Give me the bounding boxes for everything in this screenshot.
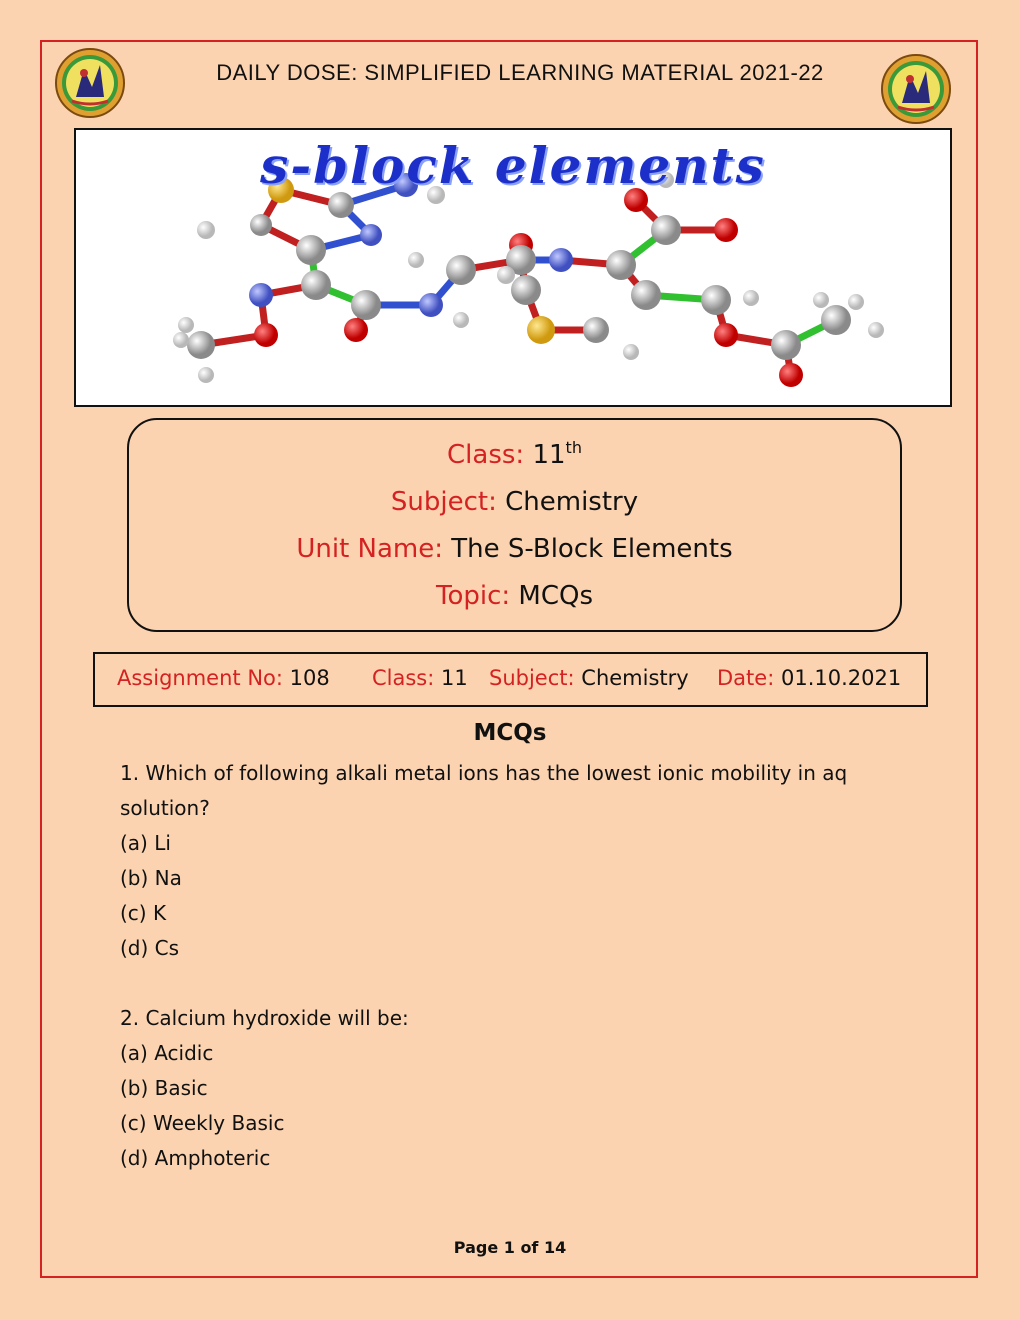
assignment-number-value: 108 <box>289 666 330 690</box>
question-text: 1. Which of following alkali metal ions has the lowest ionic mobility in aq <box>120 761 848 785</box>
option-c: (c) K <box>120 901 167 925</box>
banner-title: s-block elements <box>260 136 766 195</box>
class-line <box>129 440 900 470</box>
mcq-heading: MCQs <box>473 720 547 746</box>
option-d: (d) Cs <box>120 936 180 960</box>
unit-label: Unit Name: <box>296 534 444 564</box>
topic-value: MCQs <box>518 581 594 611</box>
option-b: (b) Basic <box>120 1076 208 1100</box>
assignment-class-label: Class: <box>372 666 435 690</box>
question-text: 2. Calcium hydroxide will be: <box>120 1006 409 1030</box>
question-1 <box>120 756 900 966</box>
header-title: DAILY DOSE: SIMPLIFIED LEARNING MATERIAL 2021-22 <box>216 60 824 85</box>
school-emblem-logo <box>54 47 126 119</box>
option-a: (a) Li <box>120 831 171 855</box>
assignment-subject-label: Subject: <box>489 666 575 690</box>
assignment-subject-value: Chemistry <box>581 666 689 690</box>
class-value: 11 <box>532 440 566 470</box>
unit-line <box>129 534 900 564</box>
assignment-class-value: 11 <box>441 666 468 690</box>
question-2 <box>120 1001 900 1176</box>
question-text-continued: solution? <box>120 796 210 820</box>
assignment-subject <box>489 666 689 690</box>
banner-image <box>74 128 952 407</box>
topic-line <box>129 581 900 611</box>
assignment-class <box>372 666 468 690</box>
class-info-box <box>127 418 902 632</box>
option-b: (b) Na <box>120 866 182 890</box>
subject-value: Chemistry <box>505 487 639 517</box>
subject-line <box>129 487 900 517</box>
assignment-date-label: Date: <box>717 666 775 690</box>
class-superscript: th <box>565 438 582 457</box>
option-c: (c) Weekly Basic <box>120 1111 285 1135</box>
option-d: (d) Amphoteric <box>120 1146 271 1170</box>
topic-label: Topic: <box>435 581 511 611</box>
assignment-box <box>93 652 928 707</box>
unit-value: The S-Block Elements <box>451 534 733 564</box>
subject-label: Subject: <box>390 487 497 517</box>
class-label: Class: <box>447 440 525 470</box>
assignment-date <box>717 666 901 690</box>
assignment-number-label: Assignment No: <box>117 666 283 690</box>
assignment-number <box>117 666 330 690</box>
assignment-date-value: 01.10.2021 <box>780 666 902 690</box>
option-a: (a) Acidic <box>120 1041 214 1065</box>
page-number: Page 1 of 14 <box>453 1238 567 1257</box>
